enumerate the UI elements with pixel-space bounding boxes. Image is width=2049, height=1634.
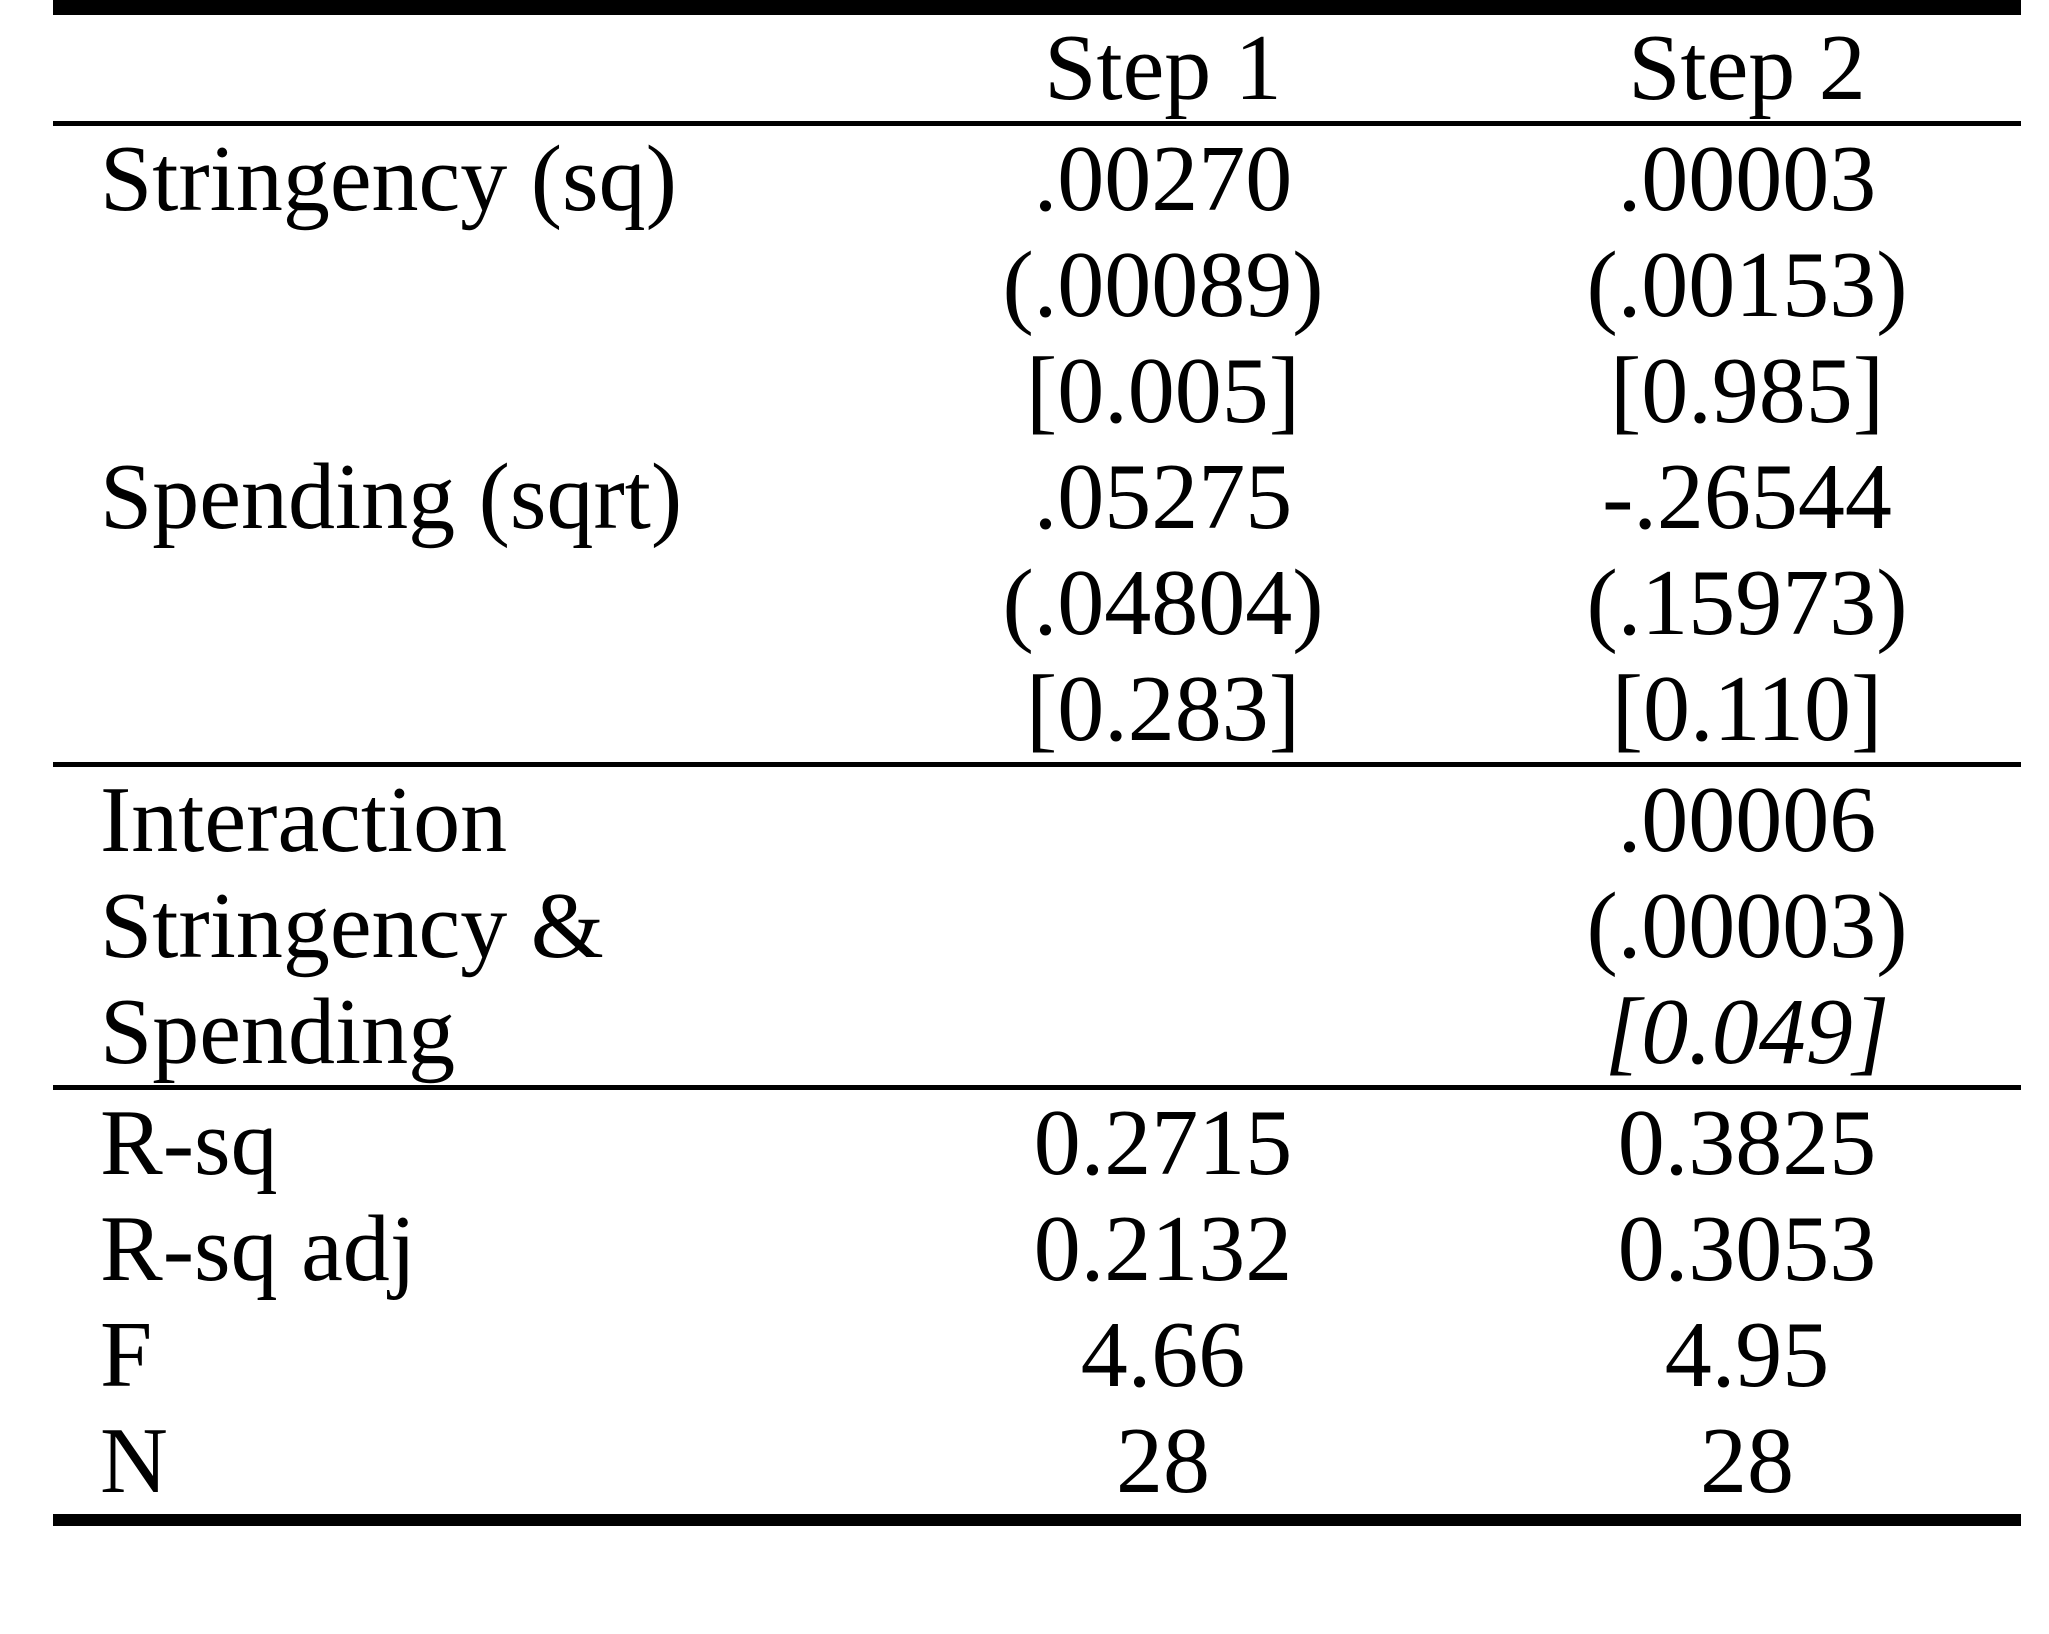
step2-value: (.00153) bbox=[1586, 233, 1908, 337]
step2-value: [0.049] bbox=[1604, 980, 1890, 1084]
step1-value: 4.66 bbox=[1080, 1303, 1246, 1407]
table-row bbox=[53, 1196, 2021, 1302]
row-label: Stringency & bbox=[100, 874, 604, 978]
step2-value: [0.985] bbox=[1609, 339, 1885, 443]
header-step2: Step 2 bbox=[1628, 16, 1866, 120]
table-row bbox=[53, 126, 2021, 232]
table-row bbox=[53, 656, 2021, 762]
row-label: Spending bbox=[100, 980, 456, 1084]
step2-value: .00006 bbox=[1617, 768, 1877, 872]
table-row bbox=[53, 444, 2021, 550]
step2-value: [0.110] bbox=[1611, 657, 1883, 761]
step1-value: 0.2715 bbox=[1033, 1091, 1293, 1195]
table-row bbox=[53, 338, 2021, 444]
header-step1: Step 1 bbox=[1044, 16, 1282, 120]
step2-value: 0.3825 bbox=[1617, 1091, 1877, 1195]
row-label: Spending (sqrt) bbox=[100, 445, 683, 549]
step1-value: .00270 bbox=[1033, 127, 1293, 231]
row-label: R-sq adj bbox=[100, 1197, 416, 1301]
step2-value: 4.95 bbox=[1664, 1303, 1830, 1407]
table-row bbox=[53, 550, 2021, 656]
table-row bbox=[53, 1408, 2021, 1514]
table-row bbox=[53, 232, 2021, 338]
table-row bbox=[53, 979, 2021, 1085]
regression-table bbox=[53, 0, 2021, 1526]
step2-value: (.00003) bbox=[1586, 874, 1908, 978]
step1-value: (.04804) bbox=[1002, 551, 1324, 655]
step1-value: 0.2132 bbox=[1033, 1197, 1293, 1301]
row-label: R-sq bbox=[100, 1091, 278, 1195]
step2-value: 0.3053 bbox=[1617, 1197, 1877, 1301]
step2-value: 28 bbox=[1700, 1409, 1794, 1513]
step1-value: (.00089) bbox=[1002, 233, 1324, 337]
bottom-rule bbox=[53, 1514, 2021, 1526]
step2-value: -.26544 bbox=[1602, 445, 1892, 549]
step1-value: .05275 bbox=[1033, 445, 1293, 549]
table-row bbox=[53, 873, 2021, 979]
top-rule bbox=[53, 0, 2021, 15]
table-row bbox=[53, 1090, 2021, 1196]
row-label: F bbox=[100, 1303, 153, 1407]
table-row bbox=[53, 767, 2021, 873]
row-label: Interaction bbox=[100, 768, 508, 872]
header-row bbox=[53, 15, 2021, 121]
table-row bbox=[53, 1302, 2021, 1408]
step2-value: (.15973) bbox=[1586, 551, 1908, 655]
step1-value: [0.005] bbox=[1025, 339, 1301, 443]
step1-value: 28 bbox=[1116, 1409, 1210, 1513]
row-label: Stringency (sq) bbox=[100, 127, 677, 231]
row-label: N bbox=[100, 1409, 168, 1513]
step1-value: [0.283] bbox=[1025, 657, 1301, 761]
step2-value: .00003 bbox=[1617, 127, 1877, 231]
